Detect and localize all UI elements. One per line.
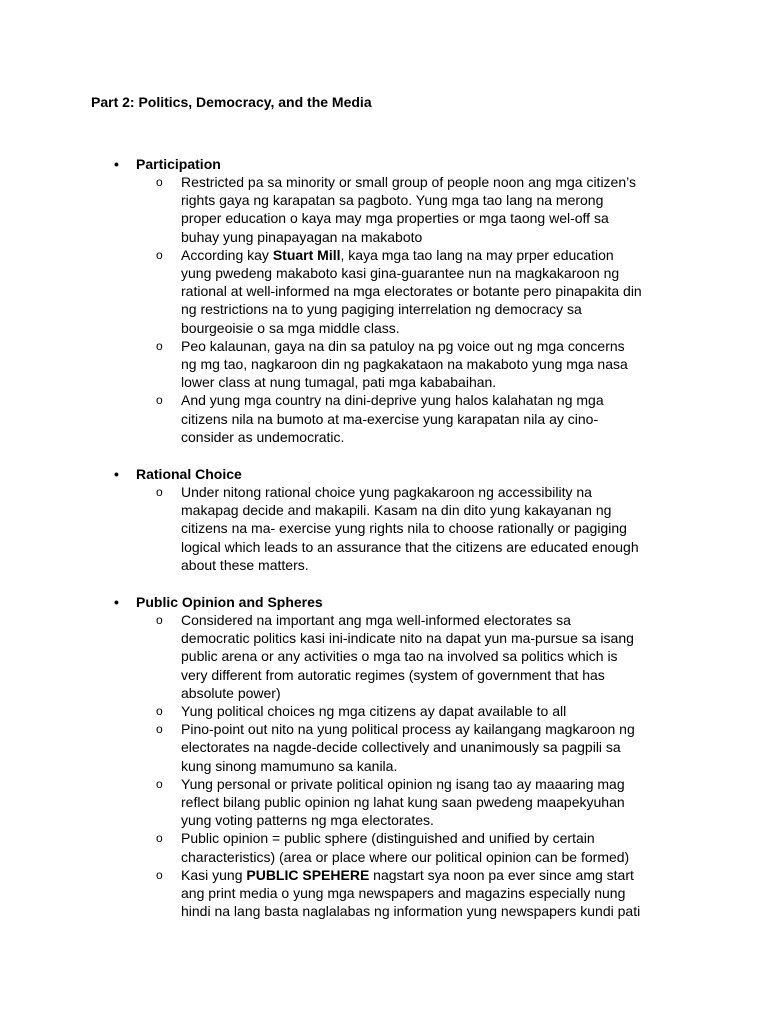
list-item-text: Yung personal or private political opinion ng isang tao ay maaaring mag reflect bilang public opinion ng lahat kung saan pwedeng maapekyuhan yung voting patterns ng mga electorates.: [181, 775, 625, 829]
list-item-text: Restricted pa sa minority or small group of people noon ang mga citizen’s rights gaya ng karapatan sa pagboto. Yung mga tao lang na merong proper education o kaya may mga properties or mga taong wel-off sa buhay yung pinapayagan na makaboto: [181, 174, 636, 245]
circle-bullet-icon: o: [156, 175, 163, 189]
list-item: [0, 173, 768, 246]
section-heading: Rational Choice: [136, 466, 242, 482]
page-title: Part 2: Politics, Democracy, and the Media: [91, 94, 372, 110]
list-item-text: Yung political choices ng mga citizens ay dapat available to all: [181, 703, 567, 720]
list-item-text: Under nitong rational choice yung pagkakaroon ng accessibility na makapag decide and makapili. Kasam na din dito yung kakayanan ng citizens na ma- exercise yung rights nila to choose rationally or pagiging logical which leads to an assurance that the citizens are educated enough about these matters.: [181, 484, 639, 573]
section-public-opinion: [0, 593, 768, 920]
bullet-icon: •: [114, 156, 119, 172]
section-rational-choice: [0, 465, 768, 574]
list-item-text: Kasi yung PUBLIC SPEHERE nagstart sya noon pa ever since amg start ang print media o yung mga newspapers and magazins especially nung hindi na lang basta naglalabas ng information yung newspapers kundi pati: [181, 866, 641, 920]
list-item-text: Peo kalaunan, gaya na din sa patuloy na pg voice out ng mga concerns ng mg tao, nagkaroon din ng pagkakataon na makaboto yung mga nasa lower class at nung tumagal, pati mga kababaihan.: [181, 337, 628, 391]
circle-bullet-icon: o: [156, 831, 163, 846]
list-item-text: And yung mga country na dini-deprive yung halos kalahatan ng mga citizens nila na bumoto at ma-exercise yung karapatan nila ay cino- consider as undemocratic.: [181, 392, 604, 445]
list-item: [0, 246, 768, 337]
list-item: [0, 391, 768, 446]
list-item-text: Pino-point out nito na yung political process ay kailangang magkaroon ng electorates na nagde-decide collectively and unanimously sa pagpili sa kung sinong mamumuno sa kanila.: [181, 721, 635, 774]
circle-bullet-icon: o: [156, 247, 163, 262]
bold-name: Stuart Mill: [272, 246, 341, 263]
bold-term: PUBLIC SPEHERE: [246, 866, 370, 883]
list-item: [0, 337, 768, 392]
circle-bullet-icon: o: [156, 485, 163, 499]
list-item: [0, 775, 768, 830]
section-heading: Public Opinion and Spheres: [136, 594, 323, 610]
circle-bullet-icon: o: [156, 722, 163, 737]
section-heading-row: [0, 465, 768, 483]
list-item: [0, 702, 768, 720]
circle-bullet-icon: o: [156, 867, 163, 882]
section-heading: Participation: [136, 156, 221, 172]
list-item: [0, 483, 768, 574]
list-item-text: Considered na important ang mga well-informed electorates sa democratic politics kasi ini-indicate nito na dapat yun ma-pursue sa isang public arena or any activities o mga tao na involved sa politics which is very different from autoratic regimes (system of government that has absolute power): [181, 612, 634, 701]
section-heading-row: [0, 155, 768, 173]
section-heading-row: [0, 593, 768, 611]
circle-bullet-icon: o: [156, 776, 163, 791]
list-item: [0, 866, 768, 921]
bullet-icon: •: [114, 466, 119, 482]
section-participation: [0, 155, 768, 446]
circle-bullet-icon: o: [156, 393, 163, 408]
list-item: [0, 829, 768, 865]
list-item-text: According kay Stuart Mill, kaya mga tao lang na may prper education yung pwedeng makaboto kasi gina-guarantee nun na magkakaroon ng rational at well-informed na mga electorates or botante pero pinapakita din ng restrictions na to yung pagiging interrelation ng democracy sa bourgeoisie o sa mga middle class.: [181, 246, 642, 336]
circle-bullet-icon: o: [156, 613, 163, 627]
list-item: [0, 611, 768, 702]
circle-bullet-icon: o: [156, 338, 163, 353]
list-item-text: Public opinion = public sphere (distinguished and unified by certain characteristics) (area or place where our political opinion can be formed): [181, 830, 630, 865]
list-item: [0, 720, 768, 775]
bullet-icon: •: [114, 594, 119, 610]
circle-bullet-icon: o: [156, 704, 163, 719]
